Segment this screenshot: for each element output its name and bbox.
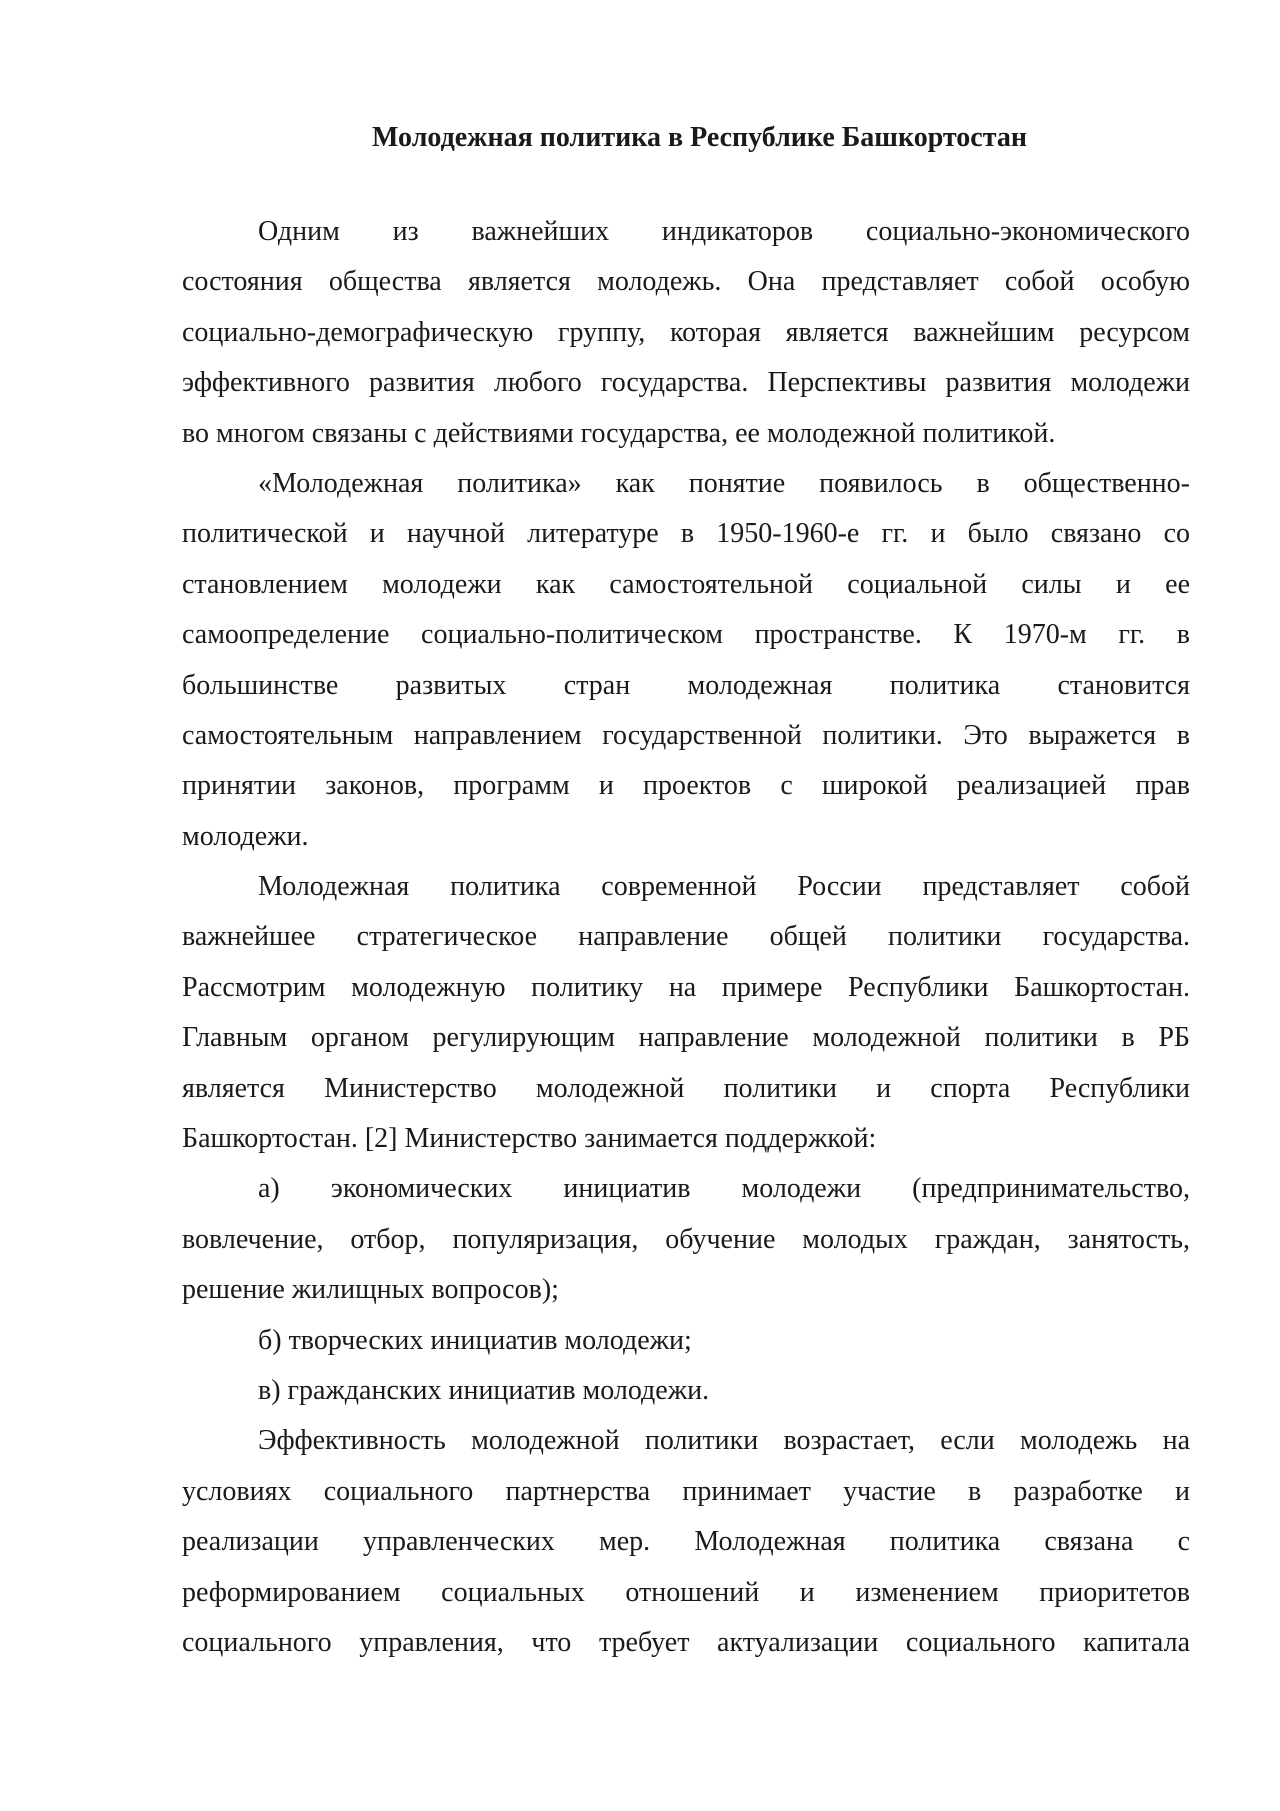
paragraph-line: «Молодежная политика» как понятие появилось в общественно- — [258, 467, 1190, 499]
paragraph — [182, 1366, 1190, 1416]
paragraph — [182, 1316, 1190, 1366]
paragraph — [182, 1164, 1190, 1315]
paragraph-line: а) экономических инициатив молодежи (предпринимательство, — [258, 1173, 1190, 1205]
page-title: Молодежная политика в Республике Башкортостан — [372, 122, 1027, 153]
paragraph-line: реформированием социальных отношений и изменением приоритетов — [182, 1576, 1190, 1608]
paragraph-line: становлением молодежи как самостоятельной социальной силы и ее — [182, 568, 1190, 600]
paragraph-line: Главным органом регулирующим направление молодежной политики в РБ — [182, 1022, 1190, 1054]
paragraph-line: важнейшее стратегическое направление общей политики государства. — [182, 921, 1190, 953]
paragraph-line: Одним из важнейших индикаторов социально-экономического — [258, 216, 1190, 247]
paragraph-line: вовлечение, отбор, популяризация, обучение молодых граждан, занятость, — [182, 1223, 1190, 1255]
paragraph-line: социально-демографическую группу, которая является важнейшим ресурсом — [182, 316, 1190, 348]
paragraph-line: реализации управленческих мер. Молодежная политика связана с — [182, 1526, 1190, 1558]
paragraph-line: состояния общества является молодежь. Она представляет собой особую — [182, 266, 1190, 298]
document-body — [182, 207, 1190, 1668]
paragraph-line: во многом связаны с действиями государства, ее молодежной политикой. — [182, 417, 1056, 449]
paragraph-line: в) гражданских инициатив молодежи. — [258, 1374, 710, 1406]
paragraph-line: Молодежная политика современной России представляет собой — [258, 871, 1190, 903]
paragraph — [182, 862, 1190, 1164]
paragraph-line: б) творческих инициатив молодежи; — [258, 1324, 692, 1356]
paragraph-line: социального управления, что требует актуализации социального капитала — [182, 1626, 1190, 1658]
paragraph-line: самостоятельным направлением государственной политики. Это выражется в — [182, 719, 1190, 751]
paragraph-line: самоопределение социально-политическом пространстве. К 1970-м гг. в — [182, 619, 1190, 651]
paragraph-line: Рассмотрим молодежную политику на примере Республики Башкортостан. — [182, 971, 1190, 1003]
paragraph-line: условиях социального партнерства принимает участие в разработке и — [182, 1475, 1190, 1507]
paragraph — [182, 459, 1190, 862]
paragraph-line: Эффективность молодежной политики возрастает, если молодежь на — [258, 1425, 1190, 1457]
paragraph-line: эффективного развития любого государства. Перспективы развития молодежи — [182, 367, 1190, 399]
paragraph-line: принятии законов, программ и проектов с широкой реализацией прав — [182, 770, 1190, 802]
paragraph-line: решение жилищных вопросов); — [182, 1274, 559, 1306]
paragraph-line: Башкортостан. [2] Министерство занимается поддержкой: — [182, 1123, 877, 1155]
paragraph-line: молодежи. — [182, 820, 309, 852]
paragraph — [182, 1416, 1190, 1668]
paragraph — [182, 207, 1190, 459]
paragraph-line: политической и научной литературе в 1950-1960-е гг. и было связано со — [182, 518, 1190, 550]
paragraph-line: является Министерство молодежной политики и спорта Республики — [182, 1072, 1190, 1104]
paragraph-line: большинстве развитых стран молодежная политика становится — [182, 669, 1190, 701]
